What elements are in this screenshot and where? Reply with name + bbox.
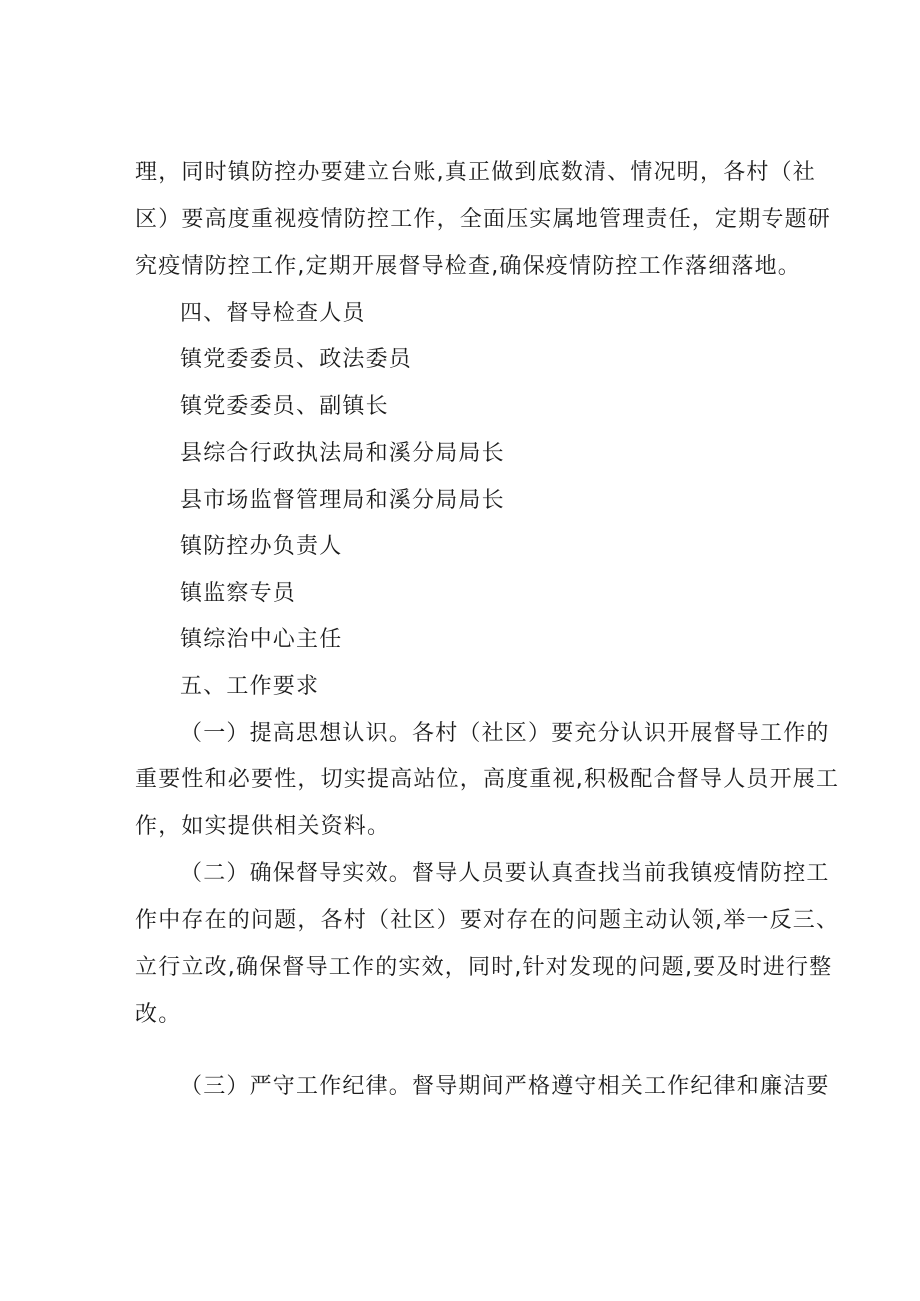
paragraph-line: 作中存在的问题，各村（社区）要对存在的问题主动认领,举一反三、 bbox=[135, 908, 840, 933]
list-item: 县综合行政执法局和溪分局局长 bbox=[180, 441, 505, 466]
section-heading: 四、督导检查人员 bbox=[180, 301, 366, 326]
paragraph-line: 区）要高度重视疫情防控工作，全面压实属地管理责任，定期专题研 bbox=[135, 207, 832, 232]
paragraph-line: 理，同时镇防控办要建立台账,真正做到底数清、情况明，各村（社 bbox=[135, 160, 816, 185]
section-heading: 五、工作要求 bbox=[180, 674, 320, 699]
paragraph-line: （三）严守工作纪律。督导期间严格遵守相关工作纪律和廉洁要 bbox=[180, 1074, 830, 1099]
list-item: 镇监察专员 bbox=[180, 581, 297, 606]
list-item: 镇党委委员、副镇长 bbox=[180, 394, 389, 419]
paragraph-line: 重要性和必要性，切实提高站位，高度重视,积极配合督导人员开展工 bbox=[135, 767, 840, 792]
paragraph-line: 究疫情防控工作,定期开展督导检查,确保疫情防控工作落细落地。 bbox=[135, 254, 801, 279]
paragraph-line: 改。 bbox=[135, 1002, 182, 1027]
paragraph-line: 作，如实提供相关资料。 bbox=[135, 814, 391, 839]
paragraph-line: （一）提高思想认识。各村（社区）要充分认识开展督导工作的 bbox=[180, 721, 830, 746]
paragraph-line: （二）确保督导实效。督导人员要认真查找当前我镇疫情防控工 bbox=[180, 861, 830, 886]
paragraph-line: 立行立改,确保督导工作的实效，同时,针对发现的问题,要及时进行整 bbox=[135, 955, 833, 980]
list-item: 镇防控办负责人 bbox=[180, 534, 343, 559]
list-item: 县市场监督管理局和溪分局局长 bbox=[180, 488, 505, 513]
list-item: 镇综治中心主任 bbox=[180, 627, 343, 652]
list-item: 镇党委委员、政法委员 bbox=[180, 347, 413, 372]
